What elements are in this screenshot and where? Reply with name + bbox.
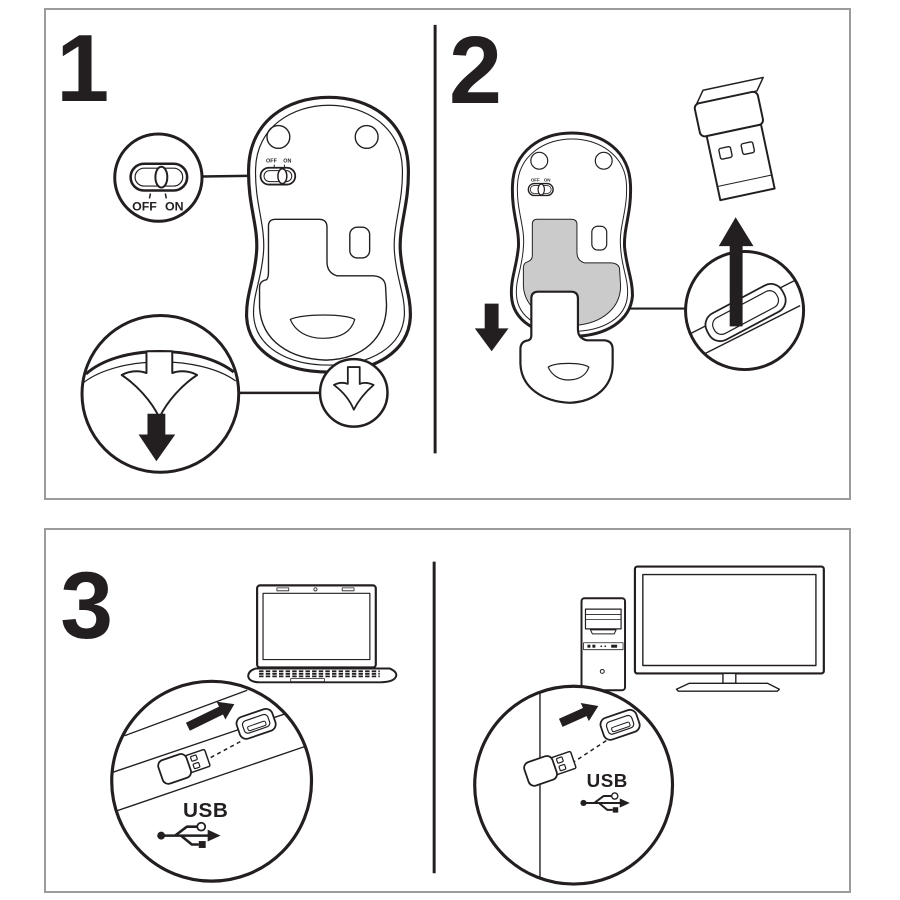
- slide-cover-callout: [82, 315, 239, 472]
- panel-step-3: [44, 528, 851, 893]
- desktop-usb-callout: [475, 686, 673, 884]
- step-1-number: 1: [56, 16, 110, 123]
- laptop-screen: [263, 593, 370, 659]
- switch-knob-zoomed: [155, 167, 167, 188]
- monitor-stand-base: [676, 683, 779, 691]
- mouse-switch-on-label: ON: [543, 177, 551, 183]
- mouse-bottom-view: [247, 97, 411, 372]
- mouse-open-compartment: [511, 133, 632, 403]
- step-3-number: 3: [60, 552, 114, 659]
- laptop-usb-callout: [112, 681, 312, 881]
- callout-on-label: ON: [164, 199, 184, 214]
- step-2-number: 2: [448, 18, 502, 125]
- panel-steps-1-2: [44, 8, 851, 500]
- down-arrow-icon: [475, 304, 509, 352]
- usb-label: USB: [586, 770, 628, 792]
- monitor: [635, 567, 824, 692]
- receiver-storage-callout: [686, 252, 804, 370]
- usb-label: USB: [183, 798, 229, 822]
- power-switch: [528, 184, 553, 196]
- tail-callout: [320, 359, 387, 426]
- switch-knob: [278, 169, 287, 184]
- laptop: [248, 585, 396, 682]
- desktop-tower: [582, 598, 626, 690]
- laptop-touchpad: [291, 679, 325, 682]
- power-switch: [261, 168, 296, 185]
- step-3-illustration: [46, 530, 849, 891]
- switch-callout: [115, 134, 202, 221]
- usb-receiver: [691, 77, 786, 201]
- callout-off-label: OFF: [132, 199, 157, 214]
- monitor-stand-neck: [723, 673, 736, 683]
- mouse-switch-on-label: ON: [283, 158, 292, 165]
- mouse-switch-off-label: OFF: [266, 158, 277, 165]
- steps-1-2-illustration: [46, 10, 851, 498]
- mouse-switch-off-label: OFF: [530, 177, 540, 183]
- monitor-screen: [643, 575, 816, 666]
